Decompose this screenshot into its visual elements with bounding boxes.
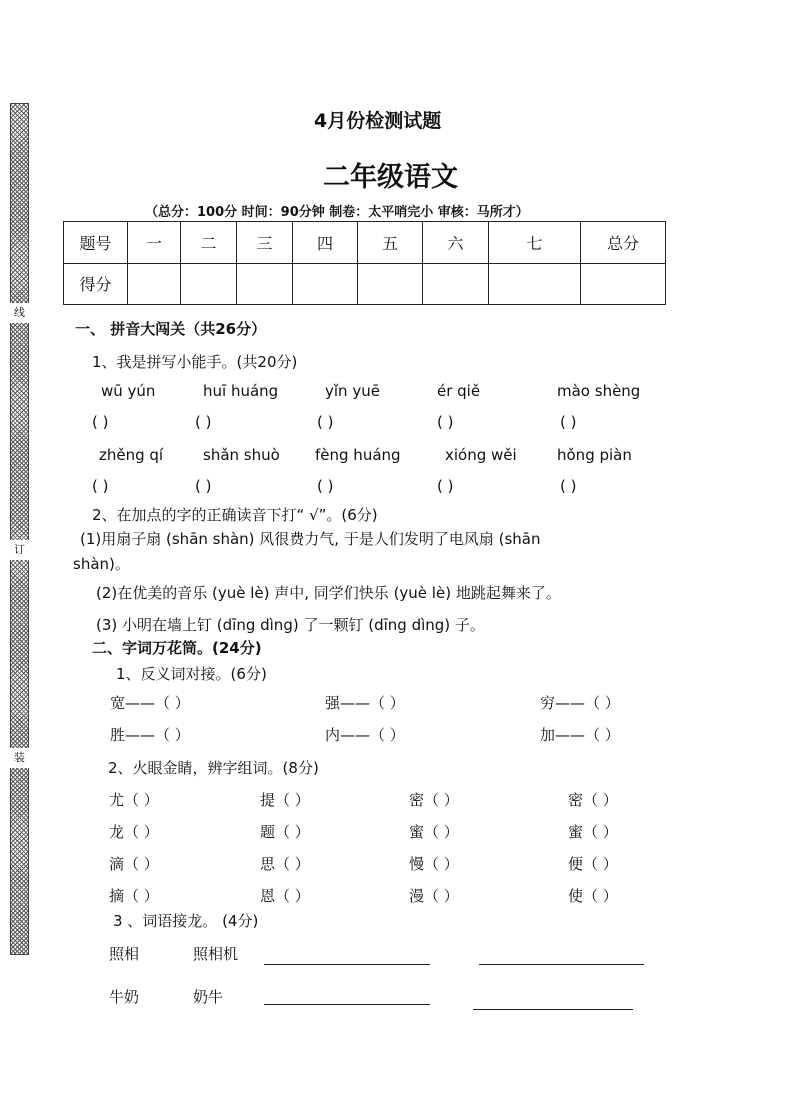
answer-line[interactable]	[479, 964, 644, 965]
answer-blank[interactable]: ( )	[317, 413, 334, 431]
pinyin-item: wū yún	[101, 382, 156, 400]
pinyin-item: xióng wěi	[445, 446, 517, 464]
word-group-item[interactable]: 尤（ ）	[109, 791, 159, 809]
s2-q3-title: 3 、词语接龙。 (4分)	[113, 912, 259, 930]
word-group-item[interactable]: 蜜（ ）	[568, 823, 618, 841]
score-header-cell: 总分	[581, 222, 666, 264]
score-cell[interactable]	[581, 263, 666, 305]
word-group-item[interactable]: 密（ ）	[409, 791, 459, 809]
word-group-item[interactable]: 思（ ）	[260, 855, 310, 873]
section1-title: 一、 拼音大闯关（共26分）	[75, 320, 267, 338]
score-header-cell: 二	[181, 222, 237, 264]
score-cell[interactable]	[423, 263, 489, 305]
score-header-cell: 四	[293, 222, 358, 264]
pinyin-item: fèng huáng	[315, 446, 401, 464]
chain-word: 奶牛	[193, 988, 224, 1006]
binding-strip	[10, 103, 29, 955]
answer-blank[interactable]: ( )	[437, 413, 454, 431]
binding-char-ding: 订	[10, 540, 29, 560]
pinyin-item: hǒng piàn	[557, 446, 632, 464]
score-header-cell: 六	[423, 222, 489, 264]
exam-subtitle: 二年级语文	[323, 162, 458, 193]
answer-blank[interactable]: ( )	[560, 477, 577, 495]
score-cell[interactable]	[293, 263, 358, 305]
pinyin-item: zhěng qí	[99, 446, 164, 464]
score-cell[interactable]	[128, 263, 181, 305]
s2-q2-title: 2、火眼金睛，辨字组词。(8分)	[108, 759, 319, 777]
score-table	[63, 221, 666, 305]
answer-line[interactable]	[264, 1004, 430, 1005]
s1-q2-sentence1-cont: shàn)。	[73, 555, 130, 573]
score-header-cell: 五	[358, 222, 423, 264]
score-header-cell: 题号	[64, 222, 128, 264]
answer-blank[interactable]: ( )	[560, 413, 577, 431]
chain-word: 牛奶	[109, 988, 140, 1006]
word-group-item[interactable]: 漫（ ）	[409, 887, 459, 905]
score-cell[interactable]	[358, 263, 423, 305]
pinyin-item: shǎn shuò	[203, 446, 280, 464]
s1-q2-title: 2、在加点的字的正确读音下打“ √”。(6分)	[92, 506, 378, 524]
antonym-item[interactable]: 胜——（ ）	[110, 726, 190, 744]
s1-q1-title: 1、我是拼写小能手。(共20分)	[92, 353, 298, 371]
score-table-score-row	[64, 263, 666, 305]
word-group-item[interactable]: 蜜（ ）	[409, 823, 459, 841]
exam-info: （总分：100分 时间：90分钟 制卷：太平哨完小 审核：马所才）	[145, 205, 529, 220]
word-group-item[interactable]: 摘（ ）	[109, 887, 159, 905]
s1-q2-sentence3: (3) 小明在墙上钉 (dīng dìng) 了一颗钉 (dīng dìng) 子。	[96, 616, 485, 634]
word-group-item[interactable]: 龙（ ）	[109, 823, 159, 841]
word-group-item[interactable]: 恩（ ）	[260, 887, 310, 905]
pinyin-item: huī huáng	[203, 382, 279, 400]
s1-q2-sentence1: (1)用扇子扇 (shān shàn) 风很费力气, 于是人们发明了电风扇 (shān	[80, 530, 541, 548]
antonym-item[interactable]: 内——（ ）	[325, 726, 405, 744]
answer-blank[interactable]: ( )	[317, 477, 334, 495]
answer-blank[interactable]: ( )	[92, 413, 109, 431]
score-header-cell: 三	[237, 222, 293, 264]
word-group-item[interactable]: 滴（ ）	[109, 855, 159, 873]
pinyin-item: ér qiě	[437, 382, 481, 400]
section2-title: 二、字词万花筒。(24分)	[92, 639, 262, 657]
score-cell[interactable]	[489, 263, 581, 305]
word-group-item[interactable]: 慢（ ）	[409, 855, 459, 873]
word-group-item[interactable]: 使（ ）	[568, 887, 618, 905]
antonym-item[interactable]: 加——（ ）	[540, 726, 620, 744]
answer-blank[interactable]: ( )	[437, 477, 454, 495]
score-cell[interactable]	[181, 263, 237, 305]
score-table-header-row	[64, 222, 666, 264]
score-header-cell: 七	[489, 222, 581, 264]
binding-char-zhuang: 装	[10, 748, 29, 768]
answer-blank[interactable]: ( )	[195, 477, 212, 495]
score-header-cell: 一	[128, 222, 181, 264]
answer-blank[interactable]: ( )	[195, 413, 212, 431]
word-group-item[interactable]: 题（ ）	[260, 823, 310, 841]
answer-line[interactable]	[473, 1009, 633, 1010]
s1-q2-sentence2: (2)在优美的音乐 (yuè lè) 声中, 同学们快乐 (yuè lè) 地跳起舞来了。	[96, 584, 561, 602]
binding-char-xian: 线	[10, 303, 29, 323]
antonym-item[interactable]: 强——（ ）	[325, 694, 405, 712]
antonym-item[interactable]: 宽——（ ）	[110, 694, 190, 712]
word-group-item[interactable]: 便（ ）	[568, 855, 618, 873]
pinyin-item: mào shèng	[557, 382, 641, 400]
word-group-item[interactable]: 提（ ）	[260, 791, 310, 809]
pinyin-item: yǐn yuē	[325, 382, 380, 400]
antonym-item[interactable]: 穷——（ ）	[540, 694, 620, 712]
answer-blank[interactable]: ( )	[92, 477, 109, 495]
score-row-label: 得分	[64, 263, 128, 305]
word-group-item[interactable]: 密（ ）	[568, 791, 618, 809]
chain-word: 照相	[109, 945, 140, 963]
answer-line[interactable]	[264, 964, 430, 965]
exam-title: 4月份检测试题	[314, 110, 442, 132]
s2-q1-title: 1、反义词对接。(6分)	[116, 665, 267, 683]
score-cell[interactable]	[237, 263, 293, 305]
chain-word: 照相机	[193, 945, 239, 963]
